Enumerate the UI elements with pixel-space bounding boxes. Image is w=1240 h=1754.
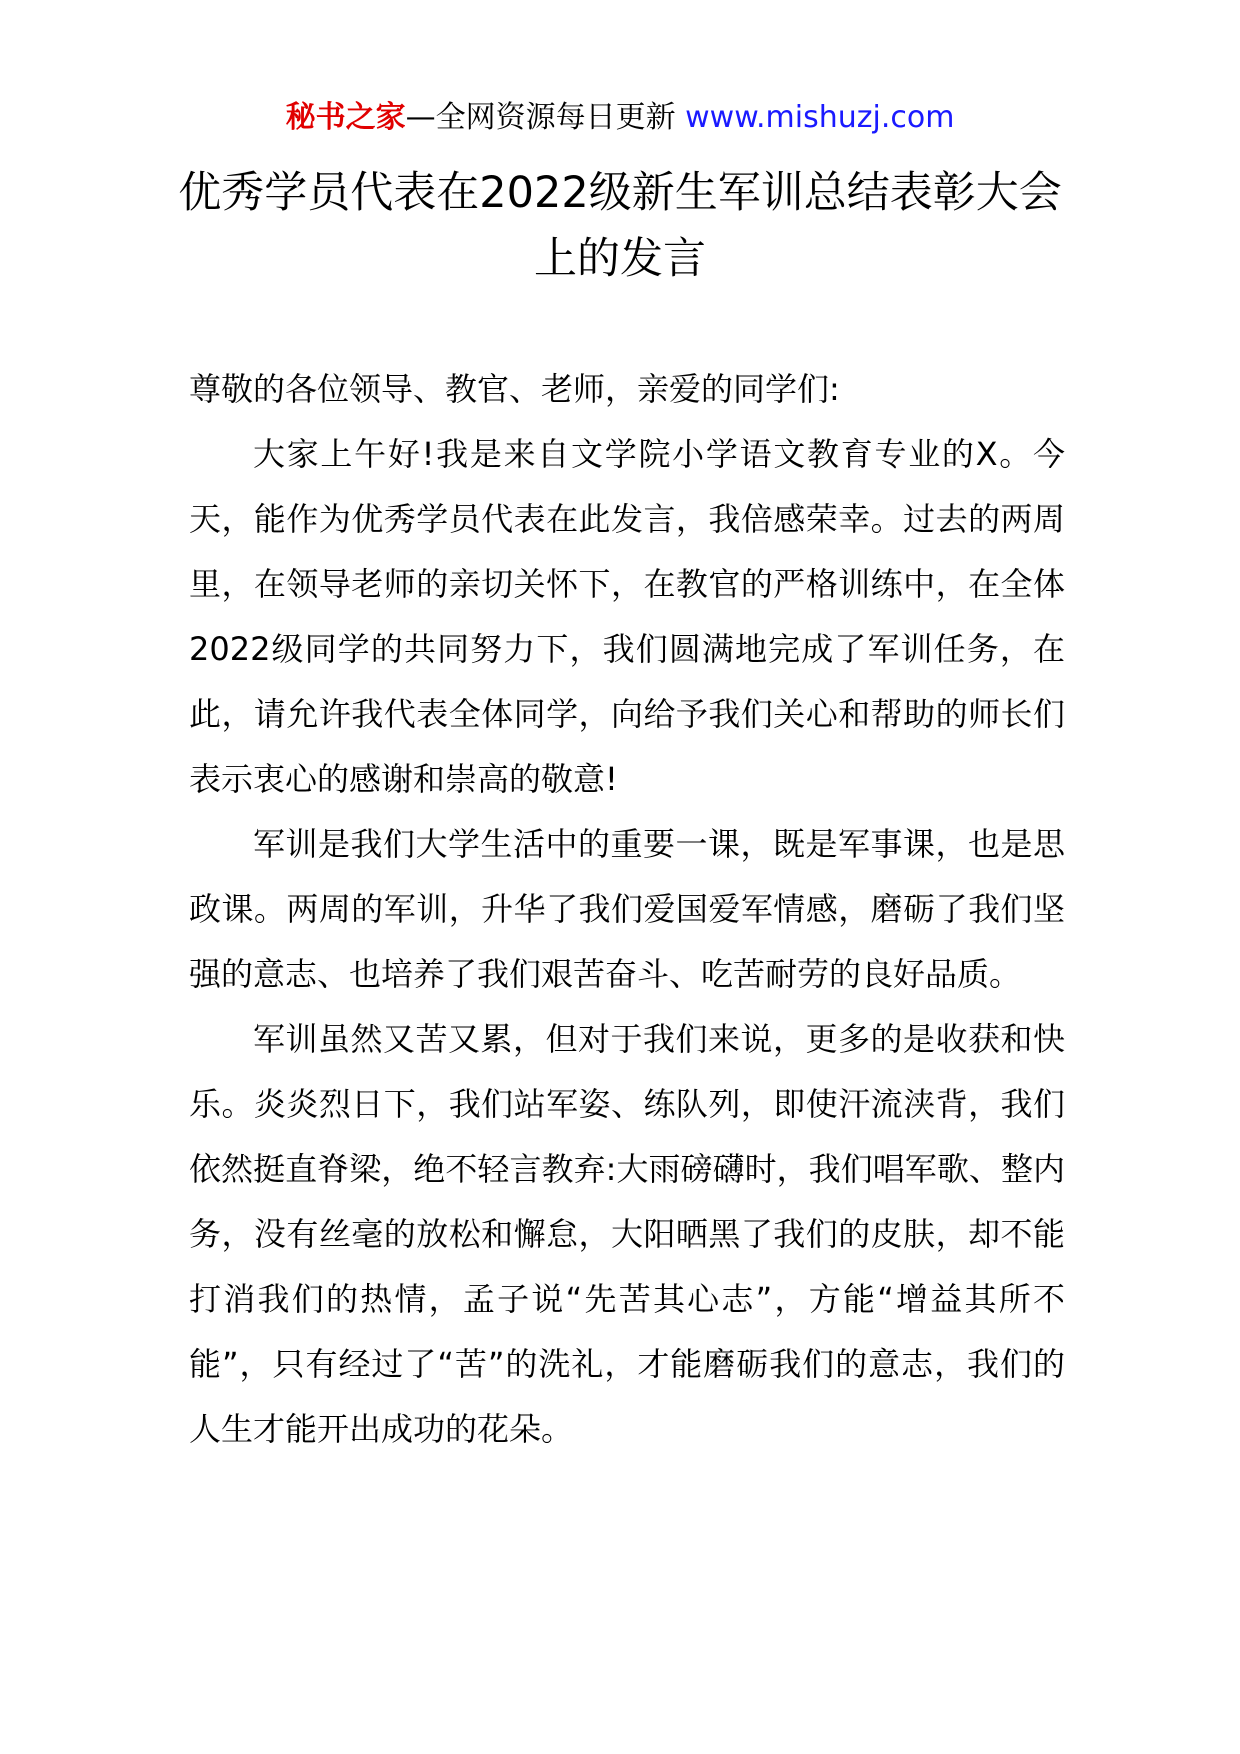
site-brand: 秘书之家: [285, 100, 406, 135]
paragraph: 大家上午好!我是来自文学院小学语文教育专业的X。今天，能作为优秀学员代表在此发言，我倍感荣幸。过去的两周里，在领导老师的亲切关怀下，在教官的严格训练中，在全体2022级同学的共同努力下，我们圆满地完成了军训任务，在此，请允许我代表全体同学，向给予我们关心和帮助的师长们表示衷心的感谢和崇高的敬意!: [189, 435, 1065, 798]
paragraph: 军训是我们大学生活中的重要一课，既是军事课，也是思政课。两周的军训，升华了我们爱国爱军情感，磨砺了我们坚强的意志、也培养了我们艰苦奋斗、吃苦耐劳的良好品质。: [189, 825, 1065, 993]
salutation: 尊敬的各位领导、教官、老师，亲爱的同学们:: [189, 370, 840, 408]
site-url-link[interactable]: www.mishuzj.com: [685, 100, 955, 135]
paragraph: 军训虽然又苦又累，但对于我们来说，更多的是收获和快乐。炎炎烈日下，我们站军姿、练队列，即使汗流浃背，我们依然挺直脊梁，绝不轻言教弃:大雨磅礴时，我们唱军歌、整内务，没有丝毫的放松和懈怠，大阳晒黑了我们的皮肤，却不能打消我们的热情，孟子说“先苦其心志”，方能“增益其所不能”，只有经过了“苦”的洗礼，才能磨砺我们的意志，我们的人生才能开出成功的花朵。: [189, 1020, 1065, 1448]
site-header: [0, 98, 1240, 138]
document-title: 优秀学员代表在2022级新生军训总结表彰大会上的发言: [178, 168, 1062, 284]
document-body: [189, 357, 1065, 1462]
site-tagline: —全网资源每日更新: [405, 100, 676, 135]
